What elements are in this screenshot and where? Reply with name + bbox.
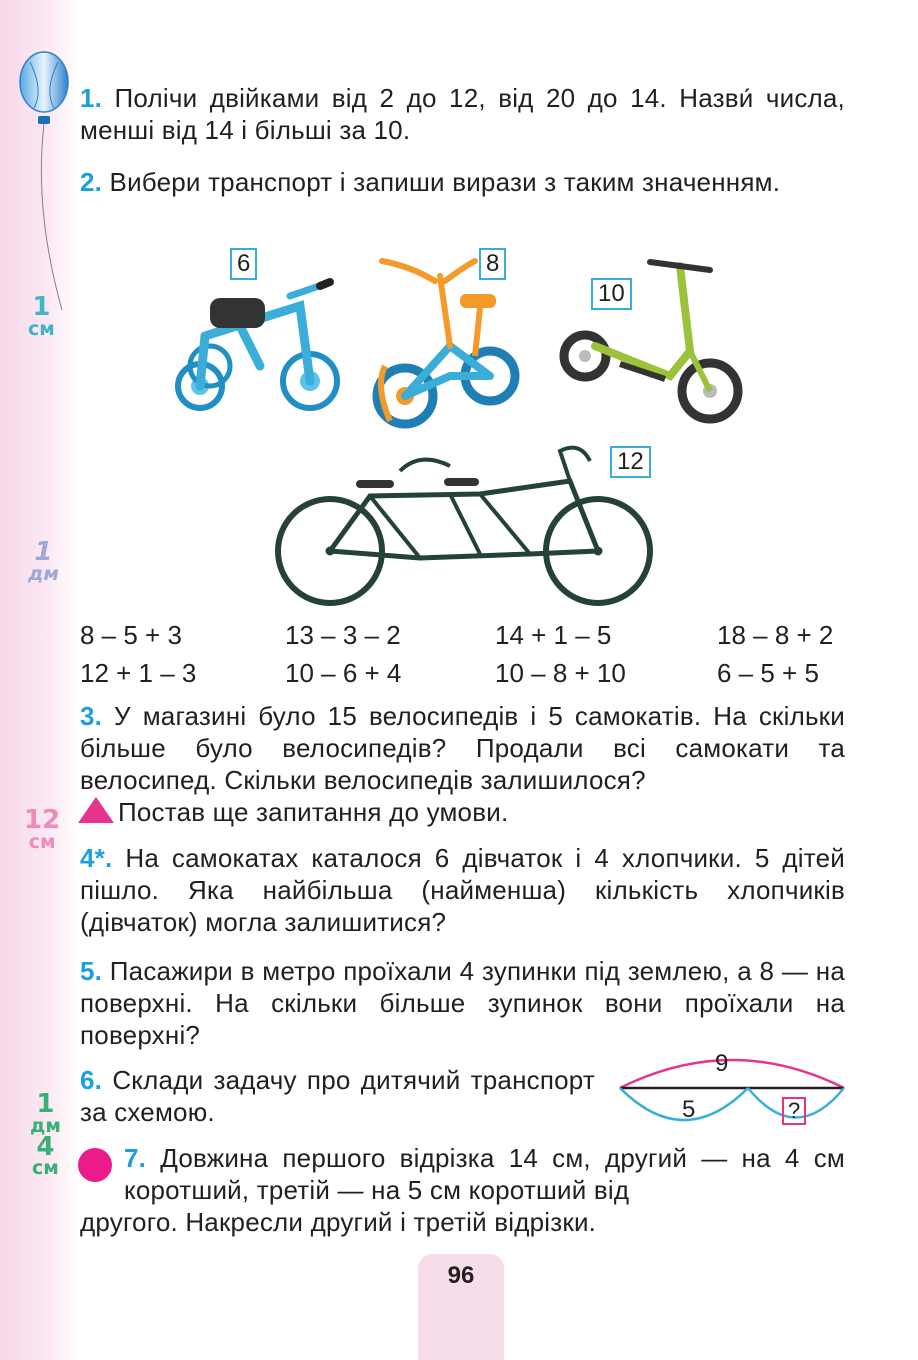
ruler-label-1dm: 1 дм (28, 537, 59, 585)
task-5 (80, 955, 845, 1051)
scheme-unknown-box: ? (782, 1097, 806, 1125)
task-4 (80, 842, 845, 938)
vehicle-label-tricycle: 6 (230, 248, 257, 280)
vehicle-label-kids-bike: 8 (479, 248, 506, 280)
expression: 13 – 3 – 2 (285, 620, 401, 650)
task-text: Полічи двійками від 2 до 12, від 20 до 14. Назви́ числа, менші від 14 і більші за 10. (80, 83, 845, 145)
ruler-label-1dm-4cm: 1 дм 4 см (30, 1089, 61, 1180)
vehicles-drawing (150, 236, 770, 606)
task-number: 3. (80, 701, 103, 731)
vehicle-label-tandem: 12 (610, 446, 651, 478)
segment-scheme (612, 1042, 852, 1132)
task-extra-question: Постав ще запитання до умови. (78, 796, 845, 828)
ruler-label-12cm: 12 см (24, 805, 61, 853)
expression: 10 – 8 + 10 (495, 658, 626, 688)
scheme-drawing (612, 1042, 852, 1132)
task-2 (80, 166, 845, 198)
vehicle-illustrations (150, 236, 770, 606)
task-text: На самокатах каталося 6 дівчаток і 4 хлопчики. 5 дітей пішло. Яка найбільша (найменша) кількість хлопчиків (дівчаток) могла залишитися? (80, 843, 845, 937)
task-number: 2. (80, 167, 103, 197)
expressions-grid (80, 616, 850, 692)
expression: 14 + 1 – 5 (495, 620, 612, 650)
task-7 (80, 1142, 845, 1238)
task-number: 7. (124, 1143, 147, 1173)
expression: 18 – 8 + 2 (717, 620, 834, 650)
task-text: Склади задачу про дитячий транспорт за схемою. (80, 1065, 595, 1127)
tandem-bike-image (278, 448, 650, 603)
vehicle-label-scooter: 10 (591, 278, 632, 310)
tricycle-image (178, 282, 337, 408)
scheme-part-label: 5 (682, 1096, 696, 1123)
task-number: 5. (80, 956, 103, 986)
task-text: Вибери транспорт і запиши вирази з таким значенням. (109, 167, 781, 197)
expressions-row (80, 616, 850, 654)
task-text-continued: другого. Накресли другий і третій відрізки. (80, 1207, 597, 1237)
task-text: Пасажири в метро проїхали 4 зупинки під землею, а 8 — на поверхні. На скільки більше зупинок вони проїхали на поверхні? (80, 956, 845, 1050)
difficulty-dot-icon (78, 1148, 112, 1182)
task-number: 1. (80, 83, 103, 113)
expression: 6 – 5 + 5 (717, 658, 819, 688)
task-number: 4*. (80, 843, 113, 873)
expressions-row (80, 654, 850, 692)
scheme-total-label: 9 (715, 1050, 729, 1077)
kids-bike-image (377, 261, 515, 424)
task-1 (80, 82, 845, 146)
ruler-label-1cm: 1 см (28, 292, 55, 340)
expression: 12 + 1 – 3 (80, 658, 197, 688)
task-text: У магазині було 15 велосипедів і 5 самокатів. На скільки більше було велосипедів? Продали всі самокати та велосипед. Скільки велосипедів залишилося? (80, 701, 845, 795)
task-6 (80, 1064, 595, 1128)
triangle-icon (78, 797, 114, 823)
task-number: 6. (80, 1065, 103, 1095)
expression: 10 – 6 + 4 (285, 658, 402, 688)
task-text: Довжина першого відрізка 14 см, другий — на 4 см коротший, третій — на 5 см коротший від (124, 1143, 845, 1205)
task-3 (80, 700, 845, 828)
expression: 8 – 5 + 3 (80, 620, 182, 650)
page-number: 96 (447, 1262, 475, 1289)
